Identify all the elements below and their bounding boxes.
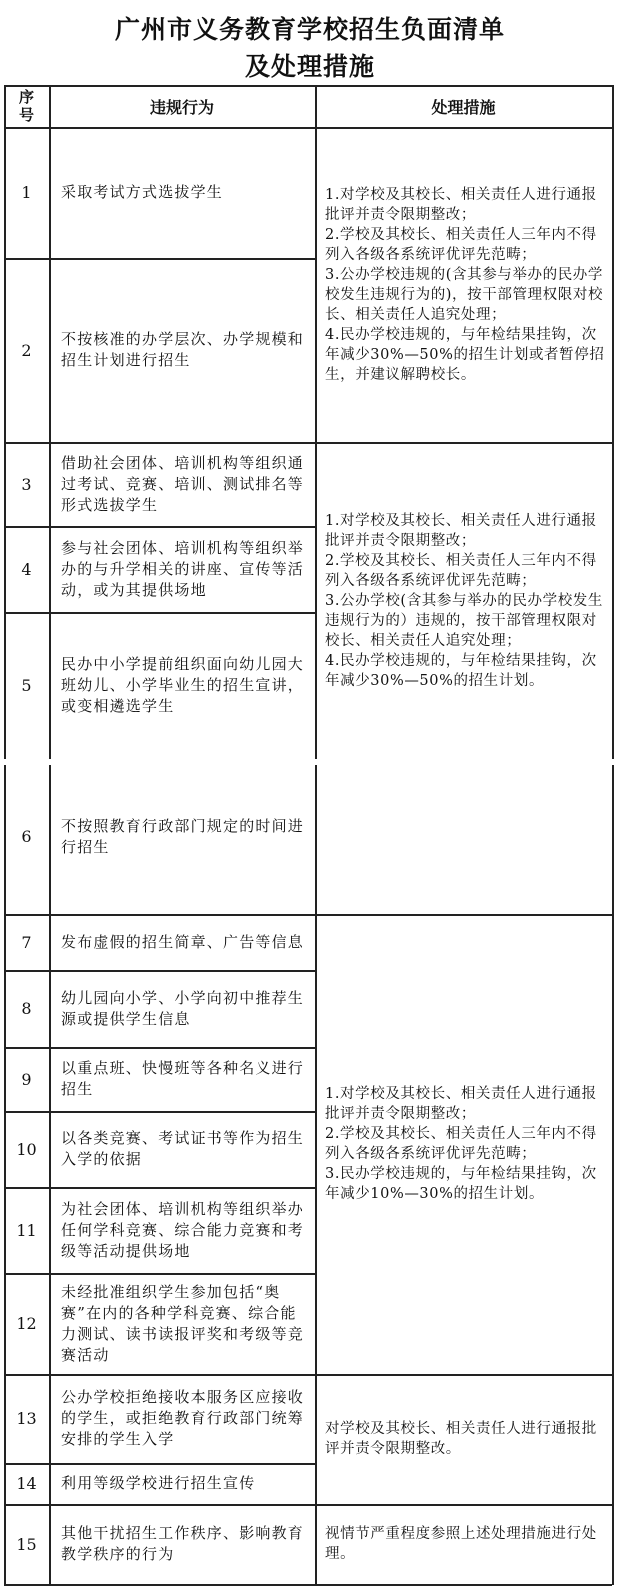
document-title-line-2: 及处理措施: [244, 52, 375, 81]
row-number: 13: [16, 1409, 37, 1428]
row-number: 2: [21, 340, 32, 360]
row-number: 7: [21, 932, 32, 952]
measure-group-3: 1.对学校及其校长、相关责任人进行通报批评并责令限期整改； 2.学校及其校长、相关责任人三年内不得列入各级各系统评优评先范畴； 3.民办学校违规的，与年检结果挂钩，次年减少10%—30%的招生计划。: [325, 1086, 597, 1202]
row-number: 4: [21, 559, 32, 579]
row-violation: 未经批准组织学生参加包括“奥赛”在内的各种学科竞赛、综合能力测试、读书读报评奖和考级等竞赛活动: [61, 1282, 305, 1364]
row-violation: 为社会团体、培训机构等组织举办任何学科竞赛、综合能力竞赛和考级等活动提供场地: [61, 1199, 305, 1260]
measure-group-2: 1.对学校及其校长、相关责任人进行通报批评并责令限期整改； 2.学校及其校长、相关责任人三年内不得列入各级各系统评优评先范畴； 3.公办学校(含其参与举办的民办学校发生违规行为的）违规的，按干部管理权限对校长、相关责任人追究处理； 4.民办学校违规的，与年检结果挂钩，次年减少30%—50%的招生计划。: [325, 512, 603, 689]
header-num: 序 号: [18, 88, 34, 124]
measure-group-1: 1.对学校及其校长、相关责任人进行通报批评并责令限期整改； 2.学校及其校长、相关责任人三年内不得列入各级各系统评优评先范畴； 3.公办学校违规的(含其参与举办的民办学校发生违规行为的)，按干部管理权限对校长、相关责任人追究处理； 4.民办学校违规的，与年检结果挂钩，次年减少30%—50%的招生计划或者暂停招生，并建议解聘校长。: [325, 186, 605, 383]
row-violation: 利用等级学校进行招生宣传: [61, 1474, 256, 1492]
row-violation: 幼儿园向小学、小学向初中推荐生源或提供学生信息: [61, 988, 305, 1028]
row-violation: 公办学校拒绝接收本服务区应接收的学生，或拒绝教育行政部门统筹安排的学生入学: [61, 1388, 305, 1448]
table-rule: [612, 85, 614, 1585]
row-violation: 其他干扰招生工作秩序、影响教育教学秩序的行为: [61, 1524, 305, 1563]
row-number: 5: [21, 676, 32, 695]
header-violation: 违规行为: [149, 97, 214, 117]
row-number: 3: [21, 474, 32, 494]
row-number: 15: [16, 1534, 37, 1554]
row-number: 11: [16, 1220, 37, 1240]
row-number: 6: [21, 827, 32, 846]
measure-group-5: 视情节严重程度参照上述处理措施进行处理。: [325, 1526, 597, 1562]
row-violation: 借助社会团体、培训机构等组织通过考试、竞赛、培训、测试排名等形式选拔学生: [61, 453, 305, 514]
row-violation: 民办中小学提前组织面向幼儿园大班幼儿、小学毕业生的招生宣讲，或变相遴选学生: [61, 655, 305, 715]
table-rule: [4, 1584, 612, 1586]
row-number: 12: [16, 1314, 37, 1333]
row-violation: 不按核准的办学层次、办学规模和招生计划进行招生: [61, 330, 305, 369]
row-number: 1: [21, 183, 32, 202]
row-violation: 以重点班、快慢班等各种名义进行招生: [61, 1059, 305, 1098]
header-measure: 处理措施: [431, 97, 496, 117]
row-number: 14: [16, 1474, 37, 1493]
measure-group-4: 对学校及其校长、相关责任人进行通报批评并责令限期整改。: [325, 1421, 597, 1457]
document-title-line-1: 广州市义务教育学校招生负面清单: [114, 15, 505, 44]
row-violation: 参与社会团体、培训机构等组织举办的与升学相关的讲座、宣传等活动，或为其提供场地: [61, 538, 305, 599]
row-violation: 不按照教育行政部门规定的时间进行招生: [61, 816, 305, 856]
row-number: 9: [21, 1069, 32, 1089]
row-violation: 发布虚假的招生简章、广告等信息: [61, 932, 305, 951]
row-number: 10: [16, 1139, 37, 1159]
row-number: 8: [21, 999, 32, 1018]
row-violation: 采取考试方式选拔学生: [61, 183, 224, 201]
page-break-gap: [0, 759, 620, 765]
row-violation: 以各类竞赛、考试证书等作为招生入学的依据: [61, 1129, 305, 1168]
